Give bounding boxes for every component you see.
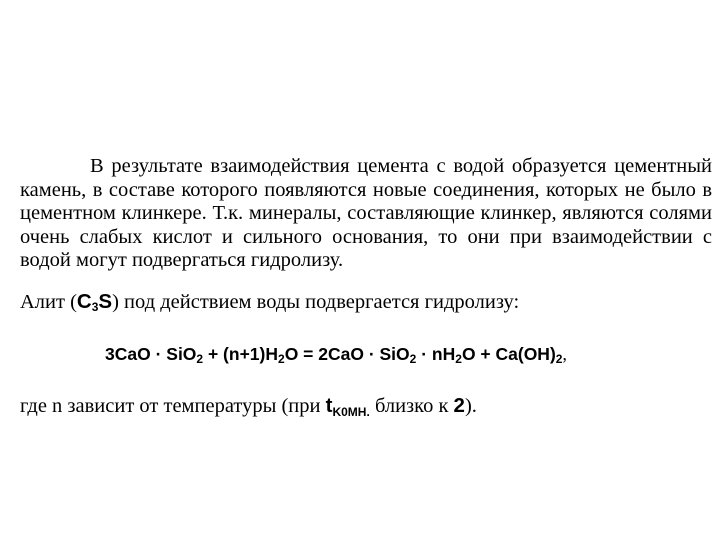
eq-part-5: O + Ca(OH)	[461, 344, 556, 364]
alite-formula	[77, 290, 112, 313]
eq-sub-3: 2	[409, 352, 417, 366]
alite-line	[20, 290, 710, 320]
eq-tail: ,	[562, 344, 567, 364]
footnote-t: t	[325, 394, 333, 417]
alite-sub: 3	[91, 300, 99, 314]
eq-part-3: O = 2CaO · SiO	[284, 344, 410, 364]
eq-sub-1: 2	[196, 352, 204, 366]
eq-sub-4: 2	[455, 352, 462, 366]
footnote-before: где n зависит от температуры (при	[20, 395, 326, 417]
eq-part-2: + (n+1)H	[203, 344, 278, 364]
alite-c: C	[76, 290, 92, 313]
hydrolysis-equation	[105, 343, 705, 370]
footnote-middle: близко к	[369, 395, 454, 417]
intro-paragraph: В результате взаимодействия цемента с водой образуется цементный камень, в составе которого появляются новые соединения, которых не было в цементном клинкере. Т.к. минералы, составляющие клинкер, являются солями очень слабых кислот и сильного основания, то они при взаимодействии с водой могут подвергаться гидролизу.	[20, 155, 712, 271]
alite-before: Алит (	[20, 291, 77, 313]
alite-after: ) под действием воды подвергается гидролизу:	[112, 291, 520, 313]
footnote-value: 2	[453, 394, 465, 417]
footnote-t-sub: K0MH.	[332, 405, 370, 419]
footnote-after: ).	[464, 395, 477, 417]
eq-part-4: · nH	[416, 344, 456, 364]
eq-part-1: 3CaO · SiO	[105, 344, 197, 364]
eq-sub-2: 2	[278, 352, 285, 366]
eq-sub-5: 2	[555, 352, 563, 366]
footnote-line	[20, 394, 710, 425]
alite-s: S	[98, 290, 113, 313]
